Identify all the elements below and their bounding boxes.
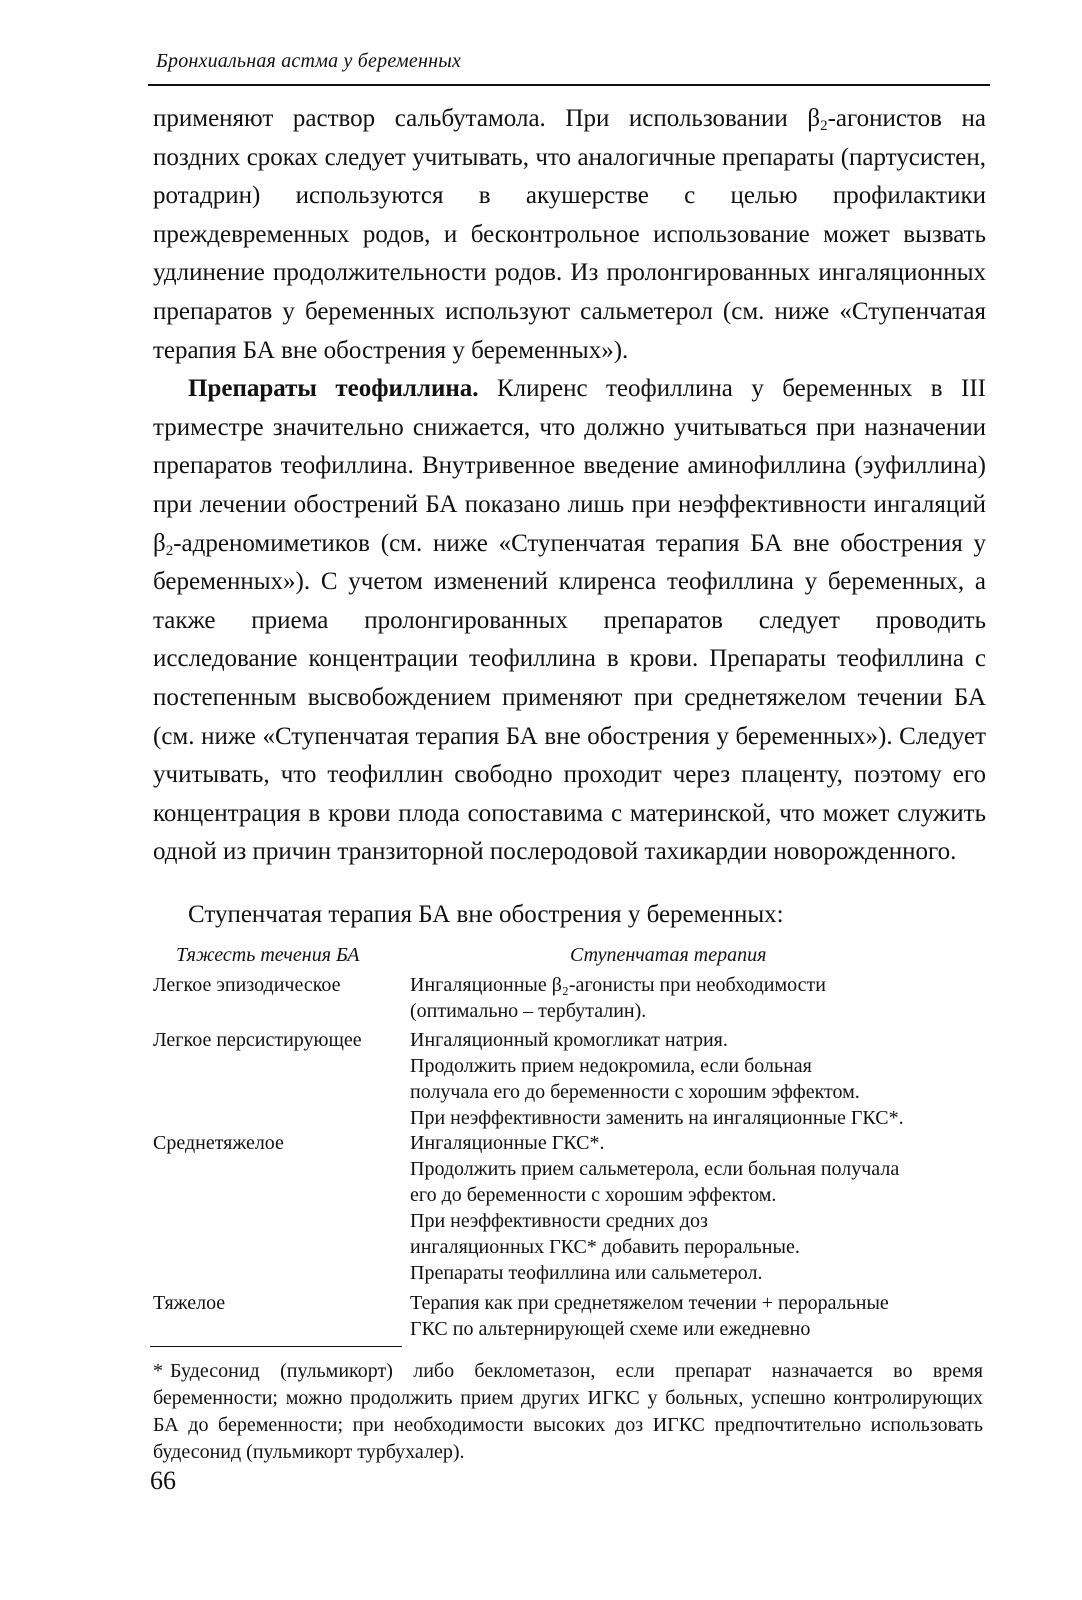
therapy-line: Ингаляционные ГКС*. bbox=[410, 1132, 605, 1154]
therapy-line: (оптимально – тербуталин). bbox=[410, 1000, 647, 1022]
therapy-line: его до беременности с хорошим эффектом. bbox=[410, 1184, 777, 1206]
p2-text-b: -адреномиметиков (см. ниже «Ступенчатая терапия БА вне обострения у беременных»). С учетом изменений клиренса теофиллина у беременных, а также приема пролонгированных препаратов следует проводить исследование концентрации теофиллина в крови. Препараты теофиллина с постепенным высвобождением применяют при среднетяжелом течении БА (см. ниже «Ступенчатая терапия БА вне обострения у беременных»). Следует учитывать, что теофиллин свободно проходит через плаценту, поэтому его концентрация в крови плода сопоставима с материнской, что может служить одной из причин транзиторной послеродовой тахикардии новорожденного. bbox=[153, 529, 986, 866]
running-head: Бронхиальная астма у беременных bbox=[156, 50, 462, 72]
therapy-line: ингаляционных ГКС* добавить пероральные. bbox=[410, 1236, 800, 1258]
therapy-line: При неэффективности средних доз bbox=[410, 1210, 708, 1232]
column-header-severity: Тяжесть течения БА bbox=[176, 944, 360, 966]
p1-subscript: 2 bbox=[820, 118, 828, 134]
row-therapy-severe bbox=[410, 1290, 990, 1342]
therapy-line: Ингаляционный кромогликат натрия. bbox=[410, 1029, 728, 1051]
p1-text: применяют раствор сальбутамола. При использовании β bbox=[153, 105, 821, 132]
row-severity-severe: Тяжелое bbox=[153, 1292, 226, 1314]
column-header-therapy: Ступенчатая терапия bbox=[570, 944, 767, 966]
therapy-line: Продолжить прием сальметерола, если больная получала bbox=[410, 1158, 900, 1180]
therapy-line: Терапия как при среднетяжелом течении + пероральные bbox=[410, 1292, 889, 1314]
therapy-line: получала его до беременности с хорошим эффектом. bbox=[410, 1081, 860, 1103]
header-rule bbox=[148, 84, 990, 86]
page-number: 66 bbox=[150, 1466, 176, 1495]
therapy-line: При неэффективности заменить на ингаляционные ГКС*. bbox=[410, 1107, 904, 1129]
row-therapy-moderate bbox=[410, 1130, 990, 1286]
footnote-rule bbox=[150, 1346, 402, 1347]
table-title: Ступенчатая терапия БА вне обострения у беременных: bbox=[188, 901, 784, 928]
therapy-line: ГКС по альтернирующей схеме или ежедневно bbox=[410, 1318, 811, 1340]
therapy-line: Продолжить прием недокромила, если больная bbox=[410, 1055, 812, 1077]
row-severity-moderate: Среднетяжелое bbox=[153, 1132, 284, 1154]
p2-text-a: Клиренс теофиллина у беременных в III триместре значительно снижается, что должно учитываться при назначении препаратов теофиллина. Внутривенное введение аминофиллина (эуфиллина) при лечении обострений БА показано лишь при неэффективности ингаляций β bbox=[153, 375, 986, 557]
main-text bbox=[153, 100, 986, 872]
footnote-marker: * bbox=[153, 1360, 163, 1382]
therapy-line: Ингаляционные β₂-агонисты при необходимости bbox=[410, 974, 826, 996]
row-severity-mild-persistent: Легкое персистирующее bbox=[153, 1029, 362, 1051]
row-therapy-mild-intermittent bbox=[410, 972, 990, 1024]
row-therapy-mild-persistent bbox=[410, 1027, 990, 1131]
paragraph-salbutamol bbox=[153, 100, 986, 370]
footnote bbox=[153, 1358, 983, 1466]
p2-subscript: 2 bbox=[165, 542, 174, 559]
paragraph-lead-heading: Препараты теофиллина. bbox=[188, 375, 479, 403]
footnote-text: Будесонид (пульмикорт) либо беклометазон, если препарат назначается во время беременности; можно продолжить прием других ИГКС у больных, успешно контролирующих БА до беременности; при необходимости высоких доз ИГКС предпочтительно использовать будесонид (пульмикорт турбухалер). bbox=[153, 1360, 983, 1463]
therapy-line: Препараты теофиллина или сальметерол. bbox=[410, 1262, 763, 1284]
row-severity-mild-intermittent: Легкое эпизодическое bbox=[153, 974, 341, 996]
paragraph-theophylline bbox=[153, 370, 986, 872]
p1-text-rest: -агонистов на поздних сроках следует учитывать, что аналогичные препараты (партусистен, ротадрин) используются в акушерстве с целью профилактики преждевременных родов, и бесконтрольное использование может вызвать удлинение продолжительности родов. Из пролонгированных ингаляционных препаратов у беременных используют сальметерол (см. ниже «Ступенчатая терапия БА вне обострения у беременных»). bbox=[153, 105, 986, 364]
